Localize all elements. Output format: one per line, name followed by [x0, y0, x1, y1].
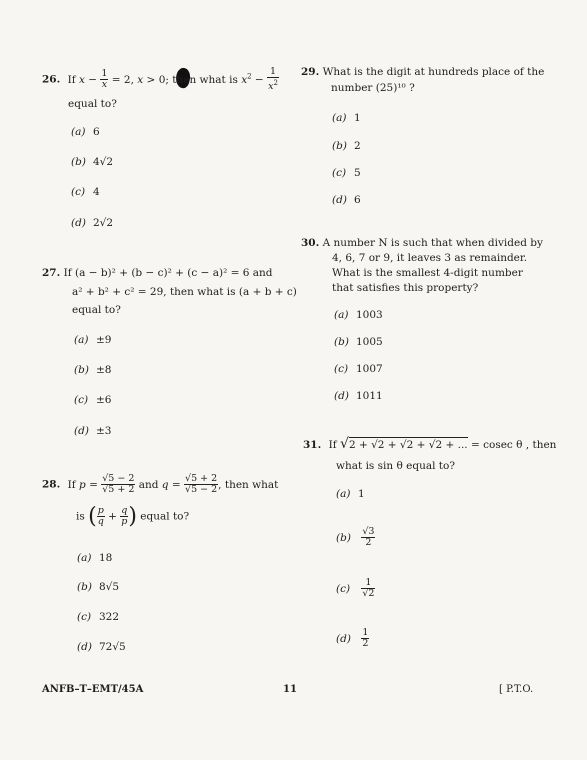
option-28b[interactable]: (b) 8√5	[77, 581, 120, 593]
question-29	[301, 65, 544, 80]
question-26: 26. If x − $\frac{1}{x}$ = 2, x > 0; then what is $x^2$ − $\frac{1}{x^2}$	[42, 66, 278, 93]
option-27d[interactable]: (d) ±3	[74, 425, 112, 437]
fraction: $\frac{1}{x}$	[101, 68, 108, 91]
option-29a[interactable]: (a) 1	[332, 112, 361, 124]
option-29b[interactable]: (b) 2	[332, 140, 361, 152]
option-28d[interactable]: (d) 72√5	[77, 641, 126, 653]
question-31-line2: what is sin θ equal to?	[336, 460, 455, 472]
option-30a[interactable]: (a) 1003	[334, 309, 383, 321]
page-number: 11	[283, 684, 297, 695]
option-27b[interactable]: (b) ±8	[74, 364, 112, 376]
fraction: $\frac{1}{x^2}$	[268, 66, 278, 93]
option-30c[interactable]: (c) 1007	[334, 363, 383, 375]
option-29d[interactable]: (d) 6	[332, 194, 361, 206]
option-27a[interactable]: (a) ±9	[74, 334, 112, 346]
option-26a[interactable]: (a) 6	[71, 126, 100, 138]
question-number: 31.	[303, 439, 322, 451]
option-28c[interactable]: (c) 322	[77, 611, 120, 623]
option-30d[interactable]: (d) 1011	[334, 390, 383, 402]
option-28a[interactable]: (a) 18	[77, 552, 113, 564]
question-27-line3: equal to?	[72, 304, 121, 316]
exam-code: ANFB–T–EMT/45A	[42, 684, 144, 695]
option-26d[interactable]: (d) 2√2	[71, 217, 114, 229]
fraction-p: $\frac{√5 - 2}{√5 + 2}$	[102, 473, 135, 495]
option-31d[interactable]: (d) $\frac{1}{2}$	[336, 627, 369, 649]
question-28: 28. If p = $\frac{√5 - 2}{√5 + 2}$ and q = $\frac{√5 + 2}{√5 - 2}$ , then what	[42, 473, 279, 495]
nested-radical: 2 + √2 + √2 + √2 + ...	[348, 439, 468, 451]
option-26b[interactable]: (b) 4√2	[71, 156, 114, 168]
question-number: 26.	[42, 73, 61, 86]
question-number: 29.	[301, 66, 320, 78]
question-30	[301, 236, 543, 251]
question-text: If (a − b)² + (b − c)² + (c − a)² = 6 and	[63, 267, 273, 279]
question-27-line2: a² + b² + c² = 29, then what is (a + b + c)	[72, 286, 297, 298]
question-number: 28.	[42, 478, 61, 491]
question-26-tail: equal to?	[68, 98, 117, 110]
option-30b[interactable]: (b) 1005	[334, 336, 383, 348]
question-text: A number N is such that when divided by	[322, 237, 543, 249]
question-number: 30.	[301, 237, 320, 249]
fraction-q: $\frac{√5 + 2}{√5 - 2}$	[185, 473, 218, 495]
option-26c[interactable]: (c) 4	[71, 186, 100, 198]
option-31a[interactable]: (a) 1	[336, 488, 365, 500]
question-29-line2: number (25)¹⁰ ?	[331, 82, 415, 94]
question-28-line2: is ( $\frac{p}{q}$ + $\frac{q}{p}$ ) equal to?	[76, 504, 190, 529]
option-31b[interactable]: (b) $\frac{√3}{2}$	[336, 526, 375, 548]
question-text: What is the digit at hundreds place of the	[322, 66, 545, 78]
question-30-line3: What is the smallest 4-digit number	[332, 267, 523, 279]
question-30-line2: 4, 6, 7 or 9, it leaves 3 as remainder.	[332, 252, 528, 264]
option-31c[interactable]: (c) $\frac{1}{√2}$	[336, 577, 375, 599]
option-27c[interactable]: (c) ±6	[74, 394, 112, 406]
question-31: 31. If √2 + √2 + √2 + √2 + ... = cosec θ , then	[303, 436, 557, 452]
question-number: 27.	[42, 267, 61, 279]
pto-label: [ P.T.O.	[499, 684, 534, 695]
question-30-line4: that satisfies this property?	[332, 282, 479, 294]
option-29c[interactable]: (c) 5	[332, 167, 361, 179]
question-27	[42, 266, 282, 281]
